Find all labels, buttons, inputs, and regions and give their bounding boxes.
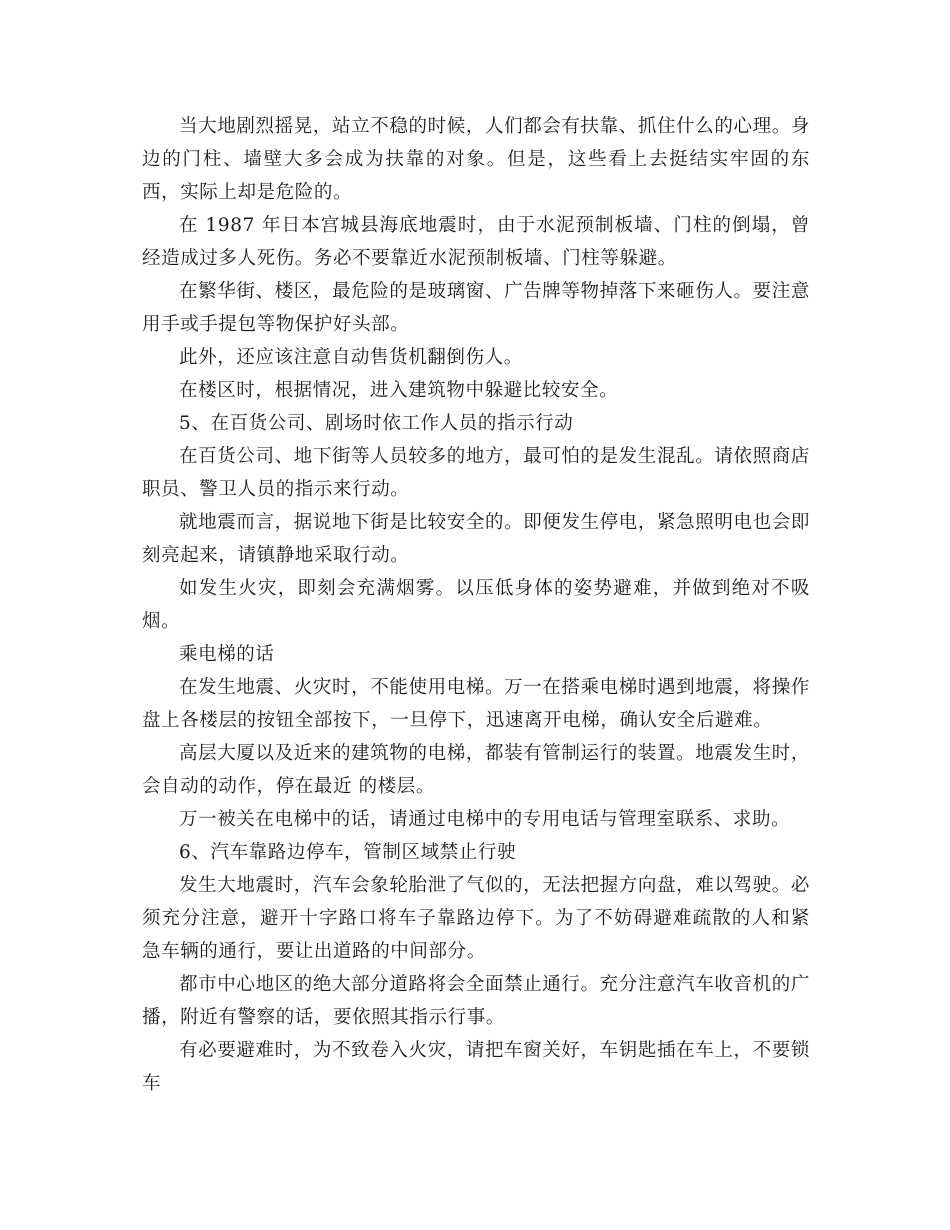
- paragraph: 在楼区时，根据情况，进入建筑物中躲避比较安全。: [179, 380, 619, 401]
- paragraph: 发生大地震时，汽车会象轮胎泄了气似的，无法把握方向盘，难以驾驶。必须充分注意，避开十字路口将车子靠路边停下。为了不妨碍避难疏散的人和紧急车辆的通行，要让出道路的中间部分。: [142, 875, 810, 962]
- paragraph: 高层大厦以及近来的建筑物的电梯，都装有管制运行的装置。地震发生时，会自动的动作，停在最近 的楼层。: [142, 743, 810, 797]
- paragraph: 如发生火灾，即刻会充满烟雾。以压低身体的姿势避难，并做到绝对不吸烟。: [142, 578, 810, 632]
- paragraph: 在 1987 年日本宫城县海底地震时，由于水泥预制板墙、门柱的倒塌，曾经造成过多人死伤。务必不要靠近水泥预制板墙、门柱等躲避。: [142, 215, 810, 269]
- paragraph: 在百货公司、地下街等人员较多的地方，最可怕的是发生混乱。请依照商店职员、警卫人员的指示来行动。: [142, 446, 810, 500]
- paragraph: 在发生地震、火灾时，不能使用电梯。万一在搭乘电梯时遇到地震，将操作盘上各楼层的按钮全部按下，一旦停下，迅速离开电梯，确认安全后避难。: [142, 677, 810, 731]
- paragraph: 就地震而言，据说地下街是比较安全的。即便发生停电，紧急照明电也会即刻亮起来，请镇静地采取行动。: [142, 512, 810, 566]
- paragraph: 万一被关在电梯中的话，请通过电梯中的专用电话与管理室联系、求助。: [179, 809, 791, 830]
- paragraph: 当大地剧烈摇晃，站立不稳的时候，人们都会有扶靠、抓住什么的心理。身边的门柱、墙壁大多会成为扶靠的对象。但是，这些看上去挺结实牢固的东西，实际上却是危险的。: [142, 116, 810, 203]
- document-body: [142, 110, 810, 1100]
- subheading: 乘电梯的话: [179, 644, 275, 665]
- section-heading: 5、在百货公司、剧场时依工作人员的指示行动: [179, 413, 574, 434]
- paragraph: 此外，还应该注意自动售货机翻倒伤人。: [179, 347, 523, 368]
- section-heading: 6、汽车靠路边停车，管制区域禁止行驶: [179, 842, 517, 863]
- paragraph: 有必要避难时，为不致卷入火灾，请把车窗关好，车钥匙插在车上，不要锁车: [142, 1040, 810, 1094]
- paragraph: 都市中心地区的绝大部分道路将会全面禁止通行。充分注意汽车收音机的广播，附近有警察的话，要依照其指示行事。: [142, 974, 810, 1028]
- paragraph: 在繁华街、楼区，最危险的是玻璃窗、广告牌等物掉落下来砸伤人。要注意用手或手提包等物保护好头部。: [142, 281, 810, 335]
